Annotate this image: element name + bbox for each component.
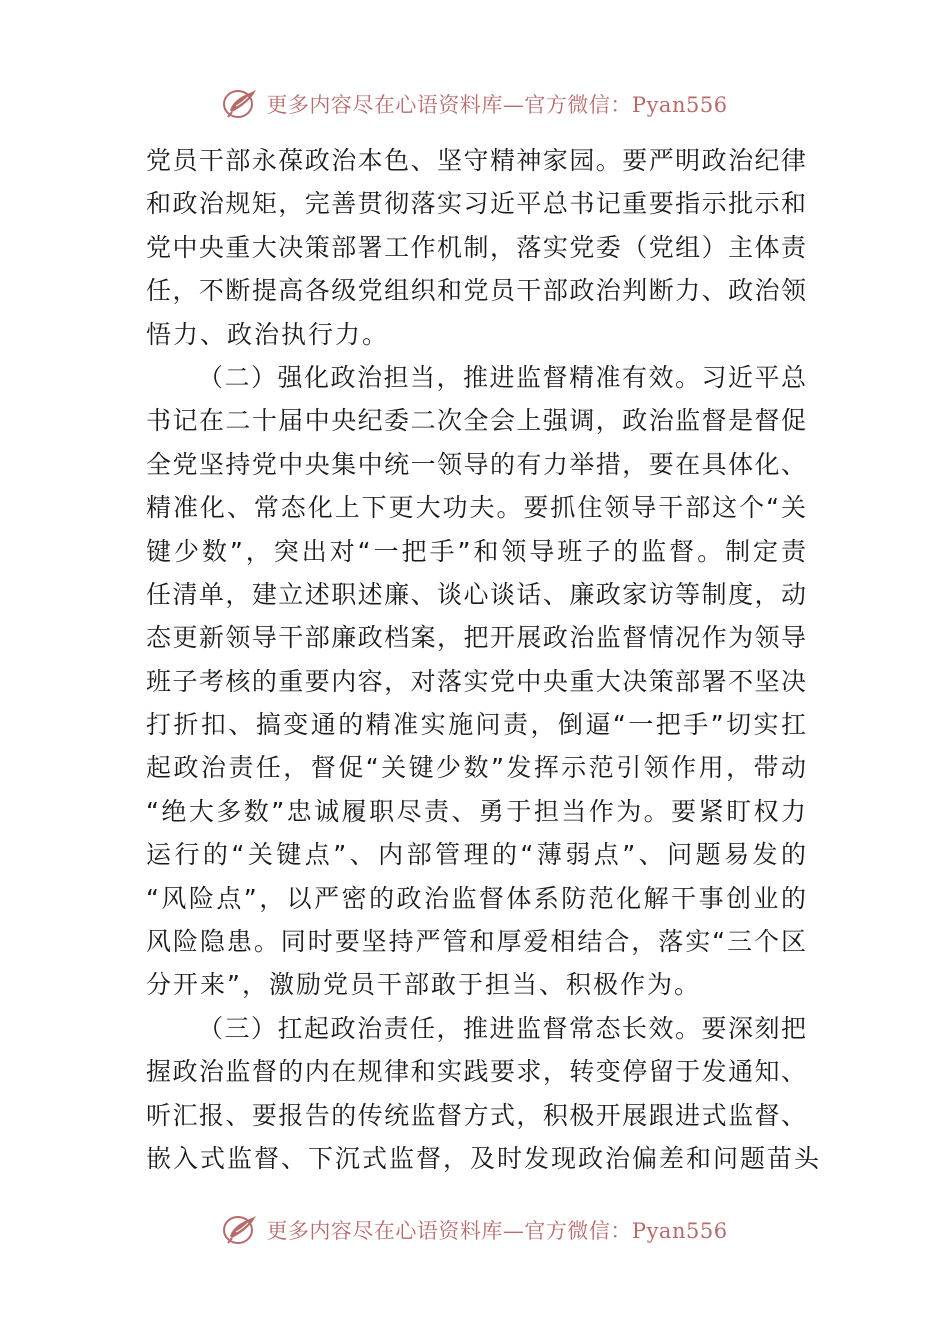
text-line: （三）扛起政治责任，推进监督常态长效。要深刻把 [198, 1013, 806, 1043]
paragraph [146, 356, 806, 1007]
watermark-text: 更多内容尽在心语资料库—官方微信：Pyan556 [266, 1219, 728, 1243]
document-body [146, 139, 822, 1180]
text-line: 任清单，建立述职述廉、谈心谈话、廉政家访等制度，动 [146, 579, 806, 609]
text-line: 听汇报、要报告的传统监督方式，积极开展跟进式监督、 [146, 1100, 806, 1130]
text-line: 全党坚持党中央集中统一领导的有力举措，要在具体化、 [146, 449, 806, 479]
text-line: 班子考核的重要内容，对落实党中央重大决策部署不坚决 [146, 666, 806, 696]
pen-nib-logo-icon [222, 1212, 262, 1248]
text-line: 党中央重大决策部署工作机制，落实党委（党组）主体责 [146, 232, 806, 262]
paragraph [146, 1007, 822, 1181]
text-line: 任，不断提高各级党组织和党员干部政治判断力、政治领 [146, 276, 806, 306]
text-line: “风险点”，以严密的政治监督体系防范化解干事创业的 [146, 883, 806, 913]
text-line: （二）强化政治担当，推进监督精准有效。习近平总 [198, 362, 806, 392]
text-line: 党员干部永葆政治本色、坚守精神家园。要严明政治纪律 [146, 146, 806, 175]
footer-watermark [0, 1210, 950, 1250]
text-line: 悟力、政治执行力。 [146, 319, 390, 349]
text-line: 起政治责任，督促“关键少数”发挥示范引领作用，带动 [146, 753, 806, 783]
header-watermark [0, 84, 950, 124]
text-line: 运行的“关键点”、内部管理的“薄弱点”、问题易发的 [146, 840, 806, 870]
text-line: 精准化、常态化上下更大功夫。要抓住领导干部这个“关 [146, 493, 806, 523]
text-line: 键少数”，突出对“一把手”和领导班子的监督。制定责 [146, 536, 806, 566]
text-line: 分开来”，激励党员干部敢于担当、积极作为。 [146, 970, 701, 1000]
text-line: 和政治规矩，完善贯彻落实习近平总书记重要指示批示和 [146, 189, 806, 219]
text-line: “绝大多数”忠诚履职尽责、勇于担当作为。要紧盯权力 [146, 796, 806, 826]
pen-nib-logo-icon [222, 86, 262, 122]
text-line: 风险隐患。同时要坚持严管和厚爱相结合，落实“三个区 [146, 927, 806, 957]
watermark-text: 更多内容尽在心语资料库—官方微信：Pyan556 [266, 93, 728, 117]
text-line: 态更新领导干部廉政档案，把开展政治监督情况作为领导 [146, 623, 806, 653]
text-line: 嵌入式监督、下沉式监督，及时发现政治偏差和问题苗头 [146, 1143, 822, 1173]
paragraph [146, 139, 806, 356]
text-line: 打折扣、搞变通的精准实施问责，倒逼“一把手”切实扛 [146, 710, 806, 740]
text-line: 握政治监督的内在规律和实践要求，转变停留于发通知、 [146, 1057, 806, 1087]
text-line: 书记在二十届中央纪委二次全会上强调，政治监督是督促 [146, 406, 806, 436]
